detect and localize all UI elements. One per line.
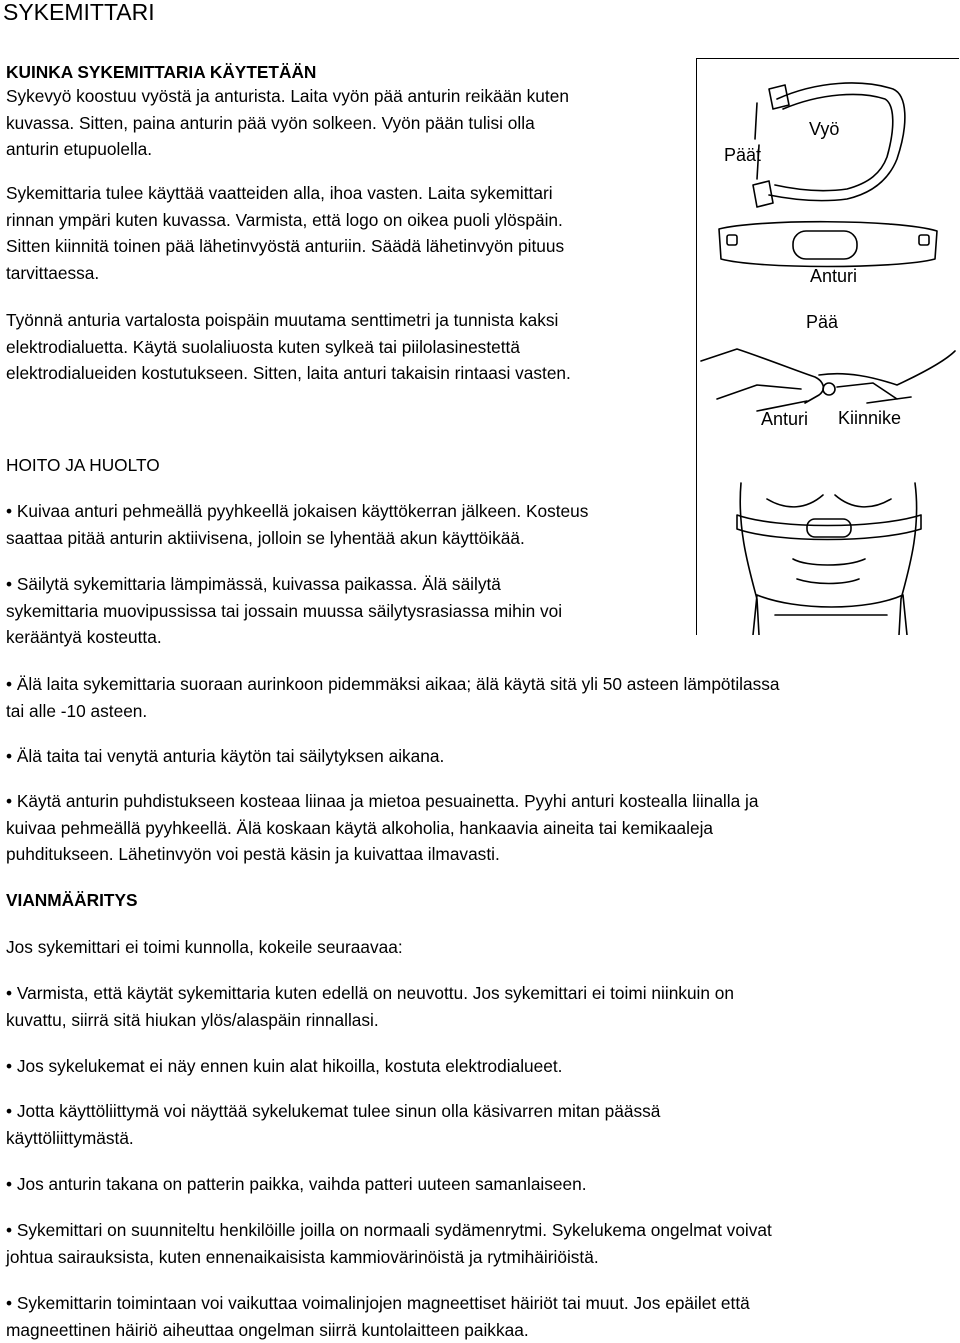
troubleshooting-bullet-1: • Varmista, että käytät sykemittaria kuten edellä on neuvottu. Jos sykemittari ei toimi niinkuin on kuvattu, siirrä sitä hiukan ylös/alaspäin rinnallasi. — [6, 983, 735, 1030]
care-bullet-5: • Käytä anturin puhdistukseen kosteaa liinaa ja mietoa pesuainetta. Pyyhi anturi kostealla liinalla ja kuivaa pehmeällä pyyhkeellä. Älä koskaan käytä alkoholia, hankaavia aineita tai kemikaaleja puhditukseen. Lähetinvyön voi pestä käsin ja kuivattaa ilmavasti. — [6, 791, 759, 864]
label-end: Pää — [806, 312, 839, 332]
care-bullet-4: • Älä taita tai venytä anturia käytön tai säilytyksen aikana. — [6, 746, 445, 766]
label-sensor-bottom: Anturi — [761, 409, 809, 429]
label-clip: Kiinnike — [838, 408, 902, 428]
usage-paragraph-3: Työnnä anturia vartalosta poispäin muutama senttimetri ja tunnista kaksi elektrodialuetta. Käytä suolaliuosta kuten sylkeä tai piilolasinestettä elektrodialueiden kostutukseen. Sitten, laita anturi takaisin rintaasi vasten. — [6, 310, 571, 383]
usage-heading: KUINKA SYKEMITTARIA KÄYTETÄÄN — [6, 62, 317, 82]
label-ends: Päät — [724, 145, 762, 165]
troubleshooting-bullet-5: • Sykemittari on suunniteltu henkilöille joilla on normaali sydämenrytmi. Sykelukema ongelmat voivat johtua sairauksista, kuten ennenaikaisista kammiovärinöistä ja rytmihäiriöistä. — [6, 1220, 772, 1267]
label-sensor-top: Anturi — [810, 266, 858, 286]
care-heading: HOITO JA HUOLTO — [6, 455, 160, 475]
page-title: SYKEMITTARI — [3, 0, 155, 25]
troubleshooting-heading: VIANMÄÄRITYS — [6, 890, 138, 910]
usage-paragraph-1: Sykevyö koostuu vyöstä ja anturista. Laita vyön pää anturin reikään kuten kuvassa. Sitten, paina anturin pää vyön solkeen. Vyön pään tulisi olla anturin etupuolella. — [6, 86, 569, 159]
care-bullet-3: • Älä laita sykemittaria suoraan aurinkoon pidemmäksi aikaa; älä käytä sitä yli 50 asteen lämpötilassa tai alle -10 asteen. — [6, 674, 780, 721]
care-bullet-1: • Kuivaa anturi pehmeällä pyyhkeellä jokaisen käyttökerran jälkeen. Kosteus saattaa pitää anturin aktiivisena, jolloin se lyhentää akun käyttöikää. — [6, 501, 589, 548]
chest-strap-figure — [696, 58, 959, 635]
troubleshooting-intro: Jos sykemittari ei toimi kunnolla, kokeile seuraavaa: — [6, 937, 403, 957]
usage-paragraph-2: Sykemittaria tulee käyttää vaatteiden alla, ihoa vasten. Laita sykemittari rinnan ympäri kuten kuvassa. Varmista, että logo on oikea puoli ylöspäin. Sitten kiinnitä toinen pää lähetinvyöstä anturiin. Säädä lähetinvyön pituus tarvittaessa. — [6, 183, 565, 283]
troubleshooting-bullet-6: • Sykemittarin toimintaan voi vaikuttaa voimalinjojen magneettiset häiriöt tai muut. Jos epäilet että magneettinen häiriö aiheuttaa ongelman siirrä kuntolaitteen paikkaa. — [6, 1293, 750, 1340]
troubleshooting-bullet-2: • Jos sykelukemat ei näy ennen kuin alat hikoilla, kostuta elektrodialueet. — [6, 1056, 563, 1076]
troubleshooting-bullet-3: • Jotta käyttöliittymä voi näyttää sykelukemat tulee sinun olla käsivarren mitan päässä käyttöliittymästä. — [6, 1101, 661, 1148]
care-bullet-2: • Säilytä sykemittaria lämpimässä, kuivassa paikassa. Älä säilytä sykemittaria muovipussissa tai jossain muussa säilytysrasiassa mihin voi kerääntyä kosteutta. — [6, 574, 563, 647]
label-belt: Vyö — [809, 119, 840, 139]
troubleshooting-bullet-4: • Jos anturin takana on patterin paikka, vaihda patteri uuteen samanlaiseen. — [6, 1174, 587, 1194]
